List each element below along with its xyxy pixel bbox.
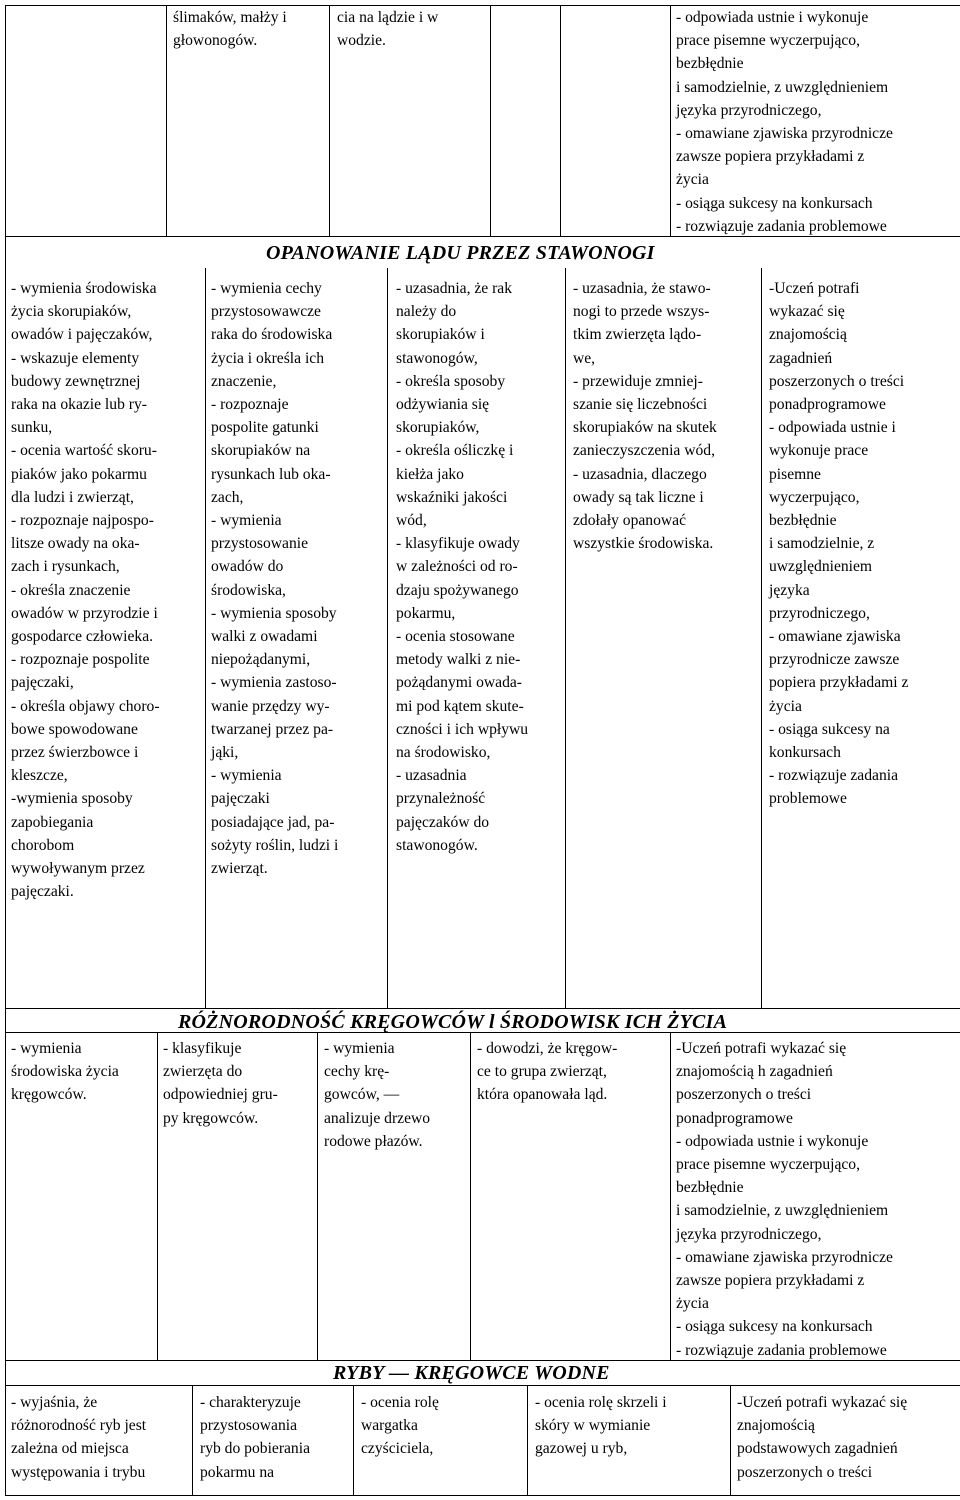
divider-top-c2: [329, 5, 330, 237]
divider-st-c1: [205, 268, 206, 1009]
divider-st-c4: [761, 268, 762, 1009]
section-title-ryby: RYBY — KRĘGOWCE WODNE: [333, 1362, 610, 1384]
divider-ry-c1: [192, 1385, 193, 1496]
stawonogi-cell-5: -Uczeń potrafi wykazać się znajomością zagadnień poszerzonych o treści ponadprogramowe - odpowiada ustnie i wykonuje prace pisemne wyczerpująco, bezbłędnie i samodzielnie, z uwzględnieniem języka przyrodniczego, - omawiane zjawiska przyrodnicze zawsze popiera przykładami z życia - osiąga sukcesy na konkursach - rozwiązuje zadania problemowe: [769, 280, 909, 808]
divider-kr-c3: [470, 1032, 471, 1361]
kregowce-cell-5: -Uczeń potrafi wykazać się znajomością h zagadnień poszerzonych o treści ponadprogramowe - odpowiada ustnie i wykonuje prace pisemne wyczerpująco, bezbłędnie i samodzielnie, z uwzględnieniem języka przyrodniczego, - omawiane zjawiska przyrodnicze zawsze popiera przykładami z życia - osiąga sukcesy na konkursach - rozwiązuje zadania problemowe: [676, 1040, 893, 1359]
ryby-cell-1: - wyjaśnia, że różnorodność ryb jest zależna od miejsca występowania i trybu: [11, 1394, 147, 1481]
divider-kr-c2: [317, 1032, 318, 1361]
divider-top-c1: [166, 5, 167, 237]
section-title-stawonogi: OPANOWANIE LĄDU PRZEZ STAWONOGI: [266, 242, 655, 264]
divider-st-c2: [387, 268, 388, 1009]
divider-top-c3: [490, 5, 491, 237]
stawonogi-cell-1: - wymienia środowiska życia skorupiaków, owadów i pajęczaków, - wskazuje elementy budowy zewnętrznej raka na okazie lub ry- sunku, - ocenia wartość skoru- piaków jako pokarmu dla ludzi i zwierząt, - rozpoznaje najpospo- litsze owady na oka- zach i rysunkach, - określa znaczenie owadów w przyrodzie i gospodarce człowieka. - rozpoznaje pospolite pajęczaki, - określa objawy choro- bowe spowodowane przez świerzbowce i kleszcze, -wymienia sposoby zapobiegania chorobom wywoływanym przez pajęczaki.: [11, 280, 160, 901]
divider-kr-c1: [157, 1032, 158, 1361]
divider-ry-c4: [730, 1385, 731, 1496]
divider-ry-c2: [353, 1385, 354, 1496]
divider-ryby-header: [5, 1385, 960, 1386]
divider-stawonogi-end: [5, 1008, 960, 1009]
divider-st-c3: [565, 268, 566, 1009]
divider-top-c5: [670, 5, 671, 237]
border-bottom: [5, 1495, 960, 1496]
top-row-cell-3: cia na lądzie i w wodzie.: [337, 9, 439, 50]
section-title-kregowce: RÓŻNORODNOŚĆ KRĘGOWCÓW l ŚRODOWISK ICH ŻYCIA: [178, 1011, 728, 1033]
kregowce-cell-3: - wymienia cechy krę- gowców, — analizuje drzewo rodowe płazów.: [324, 1040, 431, 1150]
ryby-cell-5: -Uczeń potrafi wykazać się znajomością podstawowych zagadnień poszerzonych o treści: [737, 1394, 908, 1481]
ryby-cell-2: - charakteryzuje przystosowania ryb do pobierania pokarmu na: [200, 1394, 310, 1481]
kregowce-cell-1: - wymienia środowiska życia kręgowców.: [11, 1040, 119, 1104]
stawonogi-cell-2: - wymienia cechy przystosowawcze raka do środowiska życia i określa ich znaczenie, - rozpoznaje pospolite gatunki skorupiaków na rysunkach lub oka- zach, - wymienia przystosowanie owadów do środowiska, - wymienia sposoby walki z owadami niepożądanymi, - wymienia zastoso- wanie przędzy wy- twarzanej przez pa- jąki, - wymienia pajęczaki posiadające jad, pa- sożyty roślin, ludzi i zwierząt.: [211, 280, 339, 878]
divider-kr-c4: [670, 1032, 671, 1361]
divider-ry-c3: [527, 1385, 528, 1496]
ryby-cell-3: - ocenia rolę wargatka czyściciela,: [361, 1394, 439, 1458]
kregowce-cell-2: - klasyfikuje zwierzęta do odpowiedniej gru- py kręgowców.: [163, 1040, 278, 1127]
top-row-cell-6: - odpowiada ustnie i wykonuje prace pisemne wyczerpująco, bezbłędnie i samodzielnie, z uwzględnieniem języka przyrodniczego, - omawiane zjawiska przyrodnicze zawsze popiera przykładami z życia - osiąga sukcesy na konkursach - rozwiązuje zadania problemowe: [676, 9, 893, 235]
kregowce-cell-4: - dowodzi, że kręgow- ce to grupa zwierząt, która opanowała ląd.: [477, 1040, 618, 1104]
border-left: [5, 5, 6, 1496]
stawonogi-cell-4: - uzasadnia, że stawo- nogi to przede wszys- tkim zwierzęta lądo- we, - przewiduje zmniej- szanie się liczebności skorupiaków na skutek zanieczyszczenia wód, - uzasadnia, dlaczego owady są tak liczne i zdołały opanować wszystkie środowiska.: [573, 280, 717, 553]
divider-top-c4: [560, 5, 561, 237]
top-row-cell-2: ślimaków, małży i głowonogów.: [173, 9, 287, 50]
stawonogi-cell-3: - uzasadnia, że rak należy do skorupiaków i stawonogów, - określa sposoby odżywiania się skorupiaków, - określa ośliczkę i kiełża jako wskaźniki jakości wód, - klasyfikuje owady w zależności od ro- dzaju spożywanego pokarmu, - ocenia stosowane metody walki z nie- pożądanymi owada- mi pod kątem skute- czności i ich wpływu na środowisko, - uzasadnia przynależność pajęczaków do stawonogów.: [396, 280, 529, 854]
ryby-cell-4: - ocenia rolę skrzeli i skóry w wymianie gazowej u ryb,: [535, 1394, 667, 1458]
